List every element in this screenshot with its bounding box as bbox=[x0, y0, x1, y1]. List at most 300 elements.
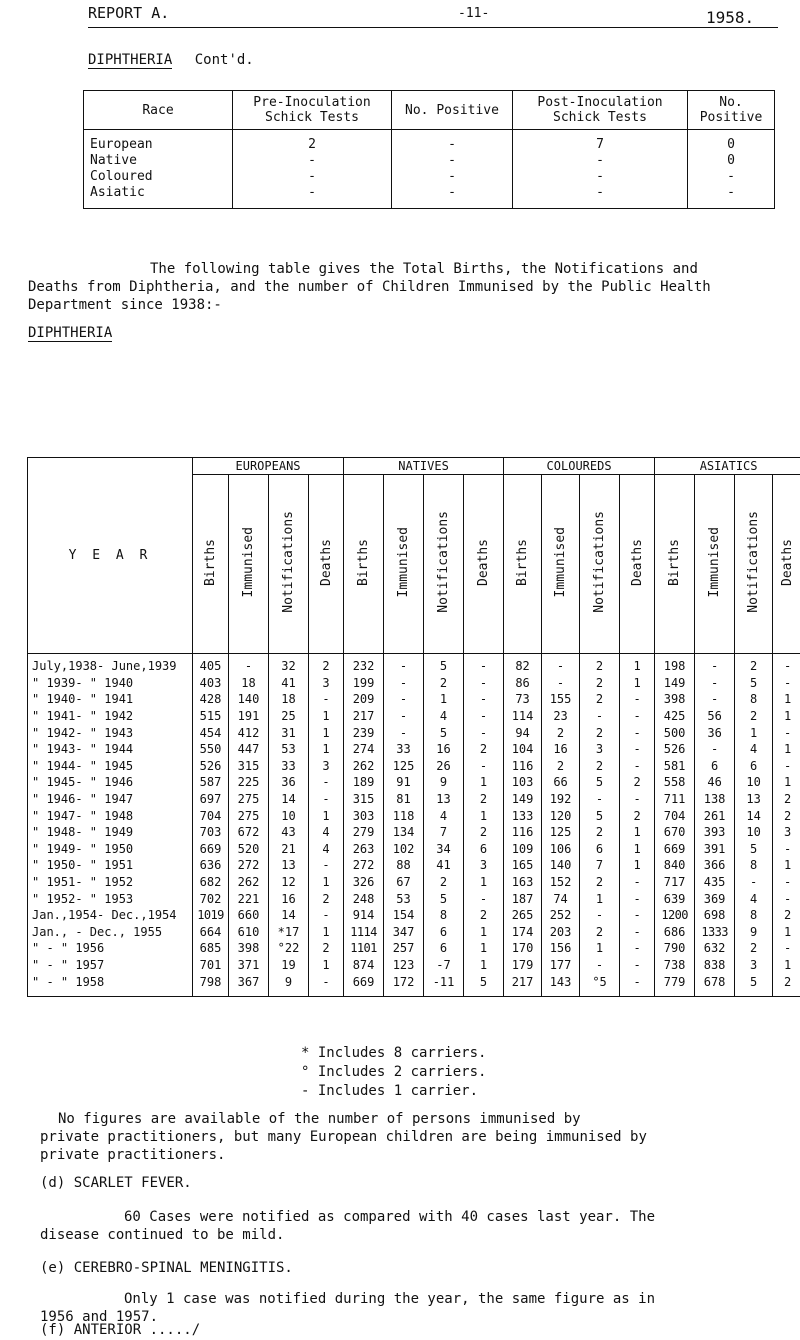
value-cell-immunised: 177 bbox=[542, 957, 580, 974]
value-cell-notifications: 1 bbox=[424, 691, 464, 708]
value-cell-deaths: 1 bbox=[620, 841, 655, 858]
value-cell-notifications: - bbox=[580, 791, 620, 808]
value-cell-notifications: 34 bbox=[424, 841, 464, 858]
table2-title: DIPHTHERIA bbox=[28, 325, 113, 341]
schick-test-table bbox=[83, 90, 775, 209]
value-cell-immunised: - bbox=[695, 654, 735, 675]
value-cell-immunised: 134 bbox=[384, 824, 424, 841]
value-cell-births: 179 bbox=[504, 957, 542, 974]
value-cell-notifications: 10 bbox=[735, 774, 773, 791]
value-cell-deaths: - bbox=[309, 791, 344, 808]
value-cell-deaths: - bbox=[620, 907, 655, 924]
value-cell-notifications: 2 bbox=[580, 874, 620, 891]
value-cell-notifications: 25 bbox=[269, 708, 309, 725]
value-cell-deaths: 2 bbox=[773, 907, 800, 924]
value-cell-notifications: 13 bbox=[424, 791, 464, 808]
schick-cell-race: Native bbox=[84, 152, 233, 168]
note-line: private practitioners, but many European children are being immunised by bbox=[40, 1129, 647, 1145]
value-cell-deaths: 1 bbox=[309, 741, 344, 758]
value-cell-births: 209 bbox=[344, 691, 384, 708]
value-cell-notifications: 5 bbox=[424, 890, 464, 907]
value-cell-immunised: 672 bbox=[229, 824, 269, 841]
value-cell-births: 199 bbox=[344, 675, 384, 692]
table-row bbox=[28, 824, 800, 841]
schick-cell-post: - bbox=[513, 184, 688, 209]
intro-line: The following table gives the Total Births, the Notifications and bbox=[150, 261, 698, 277]
value-cell-births: 82 bbox=[504, 654, 542, 675]
value-cell-immunised: 106 bbox=[542, 841, 580, 858]
sub-header-label: Immunised bbox=[396, 526, 412, 598]
value-cell-deaths: - bbox=[620, 973, 655, 996]
value-cell-births: 109 bbox=[504, 841, 542, 858]
value-cell-births: 798 bbox=[193, 973, 229, 996]
value-cell-births: 779 bbox=[655, 973, 695, 996]
value-cell-notifications: 3 bbox=[580, 741, 620, 758]
year-cell: " 1951- " 1952 bbox=[28, 874, 193, 891]
header-rule bbox=[88, 27, 778, 28]
intro-line: Deaths from Diphtheria, and the number of Children Immunised by the Public Health bbox=[28, 279, 711, 295]
value-cell-births: 232 bbox=[344, 654, 384, 675]
scarlet-paragraph bbox=[40, 1208, 655, 1244]
value-cell-notifications: 2 bbox=[735, 708, 773, 725]
value-cell-deaths: 1 bbox=[309, 874, 344, 891]
schick-cell-pre: 2 bbox=[233, 130, 392, 153]
year-header: Y E A R bbox=[28, 458, 193, 654]
value-cell-deaths: 2 bbox=[773, 807, 800, 824]
value-cell-deaths: - bbox=[620, 890, 655, 907]
value-cell-immunised: 393 bbox=[695, 824, 735, 841]
value-cell-births: 702 bbox=[193, 890, 229, 907]
table-row bbox=[28, 924, 800, 941]
footnote: - Includes 1 carrier. bbox=[301, 1083, 479, 1099]
value-cell-immunised: 125 bbox=[542, 824, 580, 841]
schick-cell-post: 7 bbox=[513, 130, 688, 153]
schick-cell-pre: - bbox=[233, 184, 392, 209]
value-cell-notifications: 5 bbox=[735, 973, 773, 996]
schick-cell-post: - bbox=[513, 168, 688, 184]
value-cell-deaths: 1 bbox=[464, 774, 504, 791]
value-cell-births: 198 bbox=[655, 654, 695, 675]
value-cell-births: 664 bbox=[193, 924, 229, 941]
value-cell-notifications: 1 bbox=[735, 724, 773, 741]
sub-header-label: Immunised bbox=[241, 526, 256, 598]
value-cell-births: 682 bbox=[193, 874, 229, 891]
schick-cell-post-positive: 0 bbox=[688, 152, 775, 168]
value-cell-notifications: 5 bbox=[735, 675, 773, 692]
value-cell-immunised: 225 bbox=[229, 774, 269, 791]
sub-header-label: Births bbox=[203, 538, 218, 586]
table-row bbox=[28, 940, 800, 957]
value-cell-immunised: 272 bbox=[229, 857, 269, 874]
value-cell-births: 500 bbox=[655, 724, 695, 741]
note-line: No figures are available of the number of persons immunised by bbox=[58, 1111, 581, 1127]
value-cell-immunised: 155 bbox=[542, 691, 580, 708]
value-cell-births: 704 bbox=[193, 807, 229, 824]
year-cell: " 1944- " 1945 bbox=[28, 758, 193, 775]
report-label: REPORT A. bbox=[88, 4, 170, 22]
value-cell-immunised: 252 bbox=[542, 907, 580, 924]
value-cell-deaths: 2 bbox=[309, 940, 344, 957]
value-cell-births: 163 bbox=[504, 874, 542, 891]
table-row bbox=[28, 691, 800, 708]
value-cell-births: 515 bbox=[193, 708, 229, 725]
value-cell-births: 116 bbox=[504, 824, 542, 841]
value-cell-births: 874 bbox=[344, 957, 384, 974]
value-cell-immunised: - bbox=[384, 724, 424, 741]
value-cell-deaths: - bbox=[773, 890, 800, 907]
year-cell: Jan., - Dec., 1955 bbox=[28, 924, 193, 941]
value-cell-deaths: - bbox=[464, 691, 504, 708]
schick-cell-pre-positive: - bbox=[392, 130, 513, 153]
value-cell-deaths: 2 bbox=[309, 654, 344, 675]
value-cell-notifications: *17 bbox=[269, 924, 309, 941]
value-cell-births: 103 bbox=[504, 774, 542, 791]
value-cell-immunised: 520 bbox=[229, 841, 269, 858]
schick-header-pre-positive: No. Positive bbox=[392, 91, 513, 130]
value-cell-births: 274 bbox=[344, 741, 384, 758]
value-cell-births: 303 bbox=[344, 807, 384, 824]
value-cell-births: 326 bbox=[344, 874, 384, 891]
schick-cell-race: Coloured bbox=[84, 168, 233, 184]
value-cell-deaths: 1 bbox=[773, 708, 800, 725]
value-cell-deaths: 2 bbox=[773, 791, 800, 808]
year-cell: " - " 1957 bbox=[28, 957, 193, 974]
value-cell-notifications: 13 bbox=[269, 857, 309, 874]
value-cell-deaths: 2 bbox=[620, 774, 655, 791]
footnote: * Includes 8 carriers. bbox=[301, 1045, 487, 1061]
value-cell-notifications: 14 bbox=[735, 807, 773, 824]
schick-row bbox=[84, 130, 775, 153]
value-cell-immunised: 838 bbox=[695, 957, 735, 974]
value-cell-immunised: 610 bbox=[229, 924, 269, 941]
value-cell-deaths: - bbox=[464, 724, 504, 741]
value-cell-immunised: 91 bbox=[384, 774, 424, 791]
value-cell-notifications: 41 bbox=[424, 857, 464, 874]
value-cell-births: 1101 bbox=[344, 940, 384, 957]
value-cell-births: 669 bbox=[193, 841, 229, 858]
table-row bbox=[28, 724, 800, 741]
value-cell-deaths: 2 bbox=[464, 791, 504, 808]
value-cell-deaths: - bbox=[620, 741, 655, 758]
value-cell-immunised: 366 bbox=[695, 857, 735, 874]
value-cell-births: 717 bbox=[655, 874, 695, 891]
schick-cell-race: European bbox=[84, 130, 233, 153]
intro-paragraph bbox=[28, 260, 711, 314]
sub-header-births bbox=[344, 475, 384, 654]
value-cell-immunised: 46 bbox=[695, 774, 735, 791]
value-cell-notifications: 19 bbox=[269, 957, 309, 974]
value-cell-notifications: 2 bbox=[735, 940, 773, 957]
value-cell-deaths: - bbox=[464, 708, 504, 725]
value-cell-immunised: 412 bbox=[229, 724, 269, 741]
value-cell-notifications: 26 bbox=[424, 758, 464, 775]
sub-header-notifications bbox=[424, 475, 464, 654]
value-cell-deaths: - bbox=[773, 654, 800, 675]
value-cell-births: 239 bbox=[344, 724, 384, 741]
value-cell-notifications: 33 bbox=[269, 758, 309, 775]
sub-header-label: Deaths bbox=[476, 538, 492, 586]
value-cell-notifications: - bbox=[580, 957, 620, 974]
value-cell-immunised: 23 bbox=[542, 708, 580, 725]
value-cell-notifications: °22 bbox=[269, 940, 309, 957]
group-header-row bbox=[28, 458, 800, 475]
value-cell-deaths: 1 bbox=[773, 857, 800, 874]
value-cell-deaths: 3 bbox=[309, 675, 344, 692]
year-cell: July,1938- June,1939 bbox=[28, 654, 193, 675]
year-cell: " - " 1956 bbox=[28, 940, 193, 957]
value-cell-immunised: - bbox=[229, 654, 269, 675]
sub-header-label: Births bbox=[356, 538, 372, 586]
report-year: 1958. bbox=[706, 8, 755, 27]
value-cell-notifications: 16 bbox=[269, 890, 309, 907]
value-cell-deaths: - bbox=[309, 907, 344, 924]
value-cell-notifications: 5 bbox=[424, 654, 464, 675]
value-cell-immunised: 398 bbox=[229, 940, 269, 957]
diphtheria-table-body bbox=[28, 654, 800, 997]
value-cell-deaths: - bbox=[620, 691, 655, 708]
value-cell-deaths: - bbox=[773, 874, 800, 891]
value-cell-births: 165 bbox=[504, 857, 542, 874]
value-cell-notifications: 8 bbox=[735, 907, 773, 924]
value-cell-deaths: - bbox=[620, 724, 655, 741]
intro-line: Department since 1938:- bbox=[28, 297, 222, 313]
page-number: -11- bbox=[458, 6, 490, 21]
sub-header-label: Notifications bbox=[436, 511, 452, 613]
sub-header-label: Immunised bbox=[553, 526, 569, 598]
value-cell-births: 1019 bbox=[193, 907, 229, 924]
table-row bbox=[28, 758, 800, 775]
value-cell-immunised: - bbox=[542, 654, 580, 675]
value-cell-births: 428 bbox=[193, 691, 229, 708]
value-cell-deaths: - bbox=[464, 654, 504, 675]
value-cell-deaths: 4 bbox=[309, 841, 344, 858]
value-cell-births: 263 bbox=[344, 841, 384, 858]
value-cell-notifications: - bbox=[735, 874, 773, 891]
sub-header-immunised bbox=[695, 475, 735, 654]
value-cell-deaths: 2 bbox=[464, 907, 504, 924]
value-cell-births: 685 bbox=[193, 940, 229, 957]
table-row bbox=[28, 890, 800, 907]
table-row bbox=[28, 874, 800, 891]
value-cell-deaths: - bbox=[620, 957, 655, 974]
year-cell: " 1946- " 1947 bbox=[28, 791, 193, 808]
value-cell-deaths: 1 bbox=[620, 654, 655, 675]
value-cell-births: 711 bbox=[655, 791, 695, 808]
schick-cell-post-positive: - bbox=[688, 168, 775, 184]
value-cell-immunised: 203 bbox=[542, 924, 580, 941]
value-cell-deaths: 1 bbox=[309, 724, 344, 741]
value-cell-notifications: 2 bbox=[580, 675, 620, 692]
value-cell-immunised: - bbox=[384, 691, 424, 708]
value-cell-deaths: - bbox=[309, 973, 344, 996]
value-cell-immunised: - bbox=[695, 691, 735, 708]
value-cell-notifications: 31 bbox=[269, 724, 309, 741]
value-cell-deaths: 1 bbox=[309, 924, 344, 941]
value-cell-immunised: 192 bbox=[542, 791, 580, 808]
value-cell-immunised: 143 bbox=[542, 973, 580, 996]
value-cell-notifications: 2 bbox=[580, 724, 620, 741]
value-cell-births: 73 bbox=[504, 691, 542, 708]
schick-cell-post: - bbox=[513, 152, 688, 168]
value-cell-births: 133 bbox=[504, 807, 542, 824]
value-cell-immunised: 18 bbox=[229, 675, 269, 692]
value-cell-notifications: - bbox=[580, 907, 620, 924]
sub-header-label: Notifications bbox=[746, 511, 762, 613]
value-cell-deaths: 1 bbox=[464, 924, 504, 941]
value-cell-notifications: 6 bbox=[424, 940, 464, 957]
value-cell-births: 550 bbox=[193, 741, 229, 758]
sub-header-immunised bbox=[229, 475, 269, 654]
value-cell-notifications: 2 bbox=[580, 824, 620, 841]
value-cell-births: 454 bbox=[193, 724, 229, 741]
value-cell-deaths: 1 bbox=[309, 708, 344, 725]
schick-header-post: Post-Inoculation Schick Tests bbox=[513, 91, 688, 130]
value-cell-immunised: 118 bbox=[384, 807, 424, 824]
value-cell-births: 703 bbox=[193, 824, 229, 841]
sub-header-notifications bbox=[580, 475, 620, 654]
value-cell-deaths: - bbox=[773, 724, 800, 741]
value-cell-notifications: 2 bbox=[735, 654, 773, 675]
value-cell-immunised: 53 bbox=[384, 890, 424, 907]
value-cell-births: 669 bbox=[344, 973, 384, 996]
value-cell-births: 174 bbox=[504, 924, 542, 941]
value-cell-deaths: - bbox=[620, 924, 655, 941]
value-cell-deaths: 1 bbox=[620, 675, 655, 692]
value-cell-notifications: 36 bbox=[269, 774, 309, 791]
table-row bbox=[28, 973, 800, 996]
value-cell-deaths: - bbox=[773, 675, 800, 692]
value-cell-notifications: 4 bbox=[424, 807, 464, 824]
value-cell-notifications: 10 bbox=[269, 807, 309, 824]
section-title-row bbox=[88, 52, 254, 68]
schick-cell-pre: - bbox=[233, 152, 392, 168]
value-cell-immunised: 347 bbox=[384, 924, 424, 941]
value-cell-immunised: 447 bbox=[229, 741, 269, 758]
value-cell-births: 315 bbox=[344, 791, 384, 808]
value-cell-births: 526 bbox=[655, 741, 695, 758]
value-cell-notifications: 2 bbox=[580, 654, 620, 675]
table-row bbox=[28, 741, 800, 758]
value-cell-births: 403 bbox=[193, 675, 229, 692]
value-cell-notifications: 6 bbox=[735, 758, 773, 775]
value-cell-notifications: 10 bbox=[735, 824, 773, 841]
cerebro-line: Only 1 case was notified during the year, the same figure as in bbox=[124, 1291, 656, 1307]
value-cell-deaths: - bbox=[620, 708, 655, 725]
value-cell-notifications: 4 bbox=[735, 741, 773, 758]
value-cell-immunised: 36 bbox=[695, 724, 735, 741]
value-cell-deaths: - bbox=[309, 857, 344, 874]
value-cell-immunised: - bbox=[384, 654, 424, 675]
value-cell-deaths: 1 bbox=[464, 957, 504, 974]
value-cell-notifications: 13 bbox=[735, 791, 773, 808]
value-cell-births: 840 bbox=[655, 857, 695, 874]
value-cell-immunised: 435 bbox=[695, 874, 735, 891]
sub-header-label: Deaths bbox=[780, 538, 796, 586]
group-header-natives: NATIVES bbox=[344, 458, 504, 475]
group-header-coloureds: COLOUREDS bbox=[504, 458, 655, 475]
scarlet-heading-text: (d) SCARLET FEVER. bbox=[40, 1175, 192, 1191]
value-cell-births: 248 bbox=[344, 890, 384, 907]
value-cell-births: 170 bbox=[504, 940, 542, 957]
value-cell-deaths: 2 bbox=[464, 741, 504, 758]
sub-header-notifications bbox=[735, 475, 773, 654]
table-row bbox=[28, 857, 800, 874]
value-cell-deaths: 1 bbox=[464, 874, 504, 891]
value-cell-births: 581 bbox=[655, 758, 695, 775]
value-cell-notifications: 14 bbox=[269, 791, 309, 808]
section-continued: Cont'd. bbox=[194, 52, 254, 68]
sub-header-notifications bbox=[269, 475, 309, 654]
table-row bbox=[28, 675, 800, 692]
value-cell-immunised: 391 bbox=[695, 841, 735, 858]
value-cell-notifications: 9 bbox=[424, 774, 464, 791]
value-cell-immunised: 120 bbox=[542, 807, 580, 824]
value-cell-notifications: 2 bbox=[580, 691, 620, 708]
value-cell-deaths: - bbox=[773, 758, 800, 775]
schick-header-race: Race bbox=[84, 91, 233, 130]
schick-cell-pre-positive: - bbox=[392, 168, 513, 184]
value-cell-births: 738 bbox=[655, 957, 695, 974]
value-cell-notifications: 8 bbox=[735, 857, 773, 874]
table-row bbox=[28, 791, 800, 808]
value-cell-deaths: - bbox=[620, 940, 655, 957]
schick-cell-post-positive: 0 bbox=[688, 130, 775, 153]
sub-header-immunised bbox=[542, 475, 580, 654]
value-cell-deaths: - bbox=[464, 890, 504, 907]
table-row bbox=[28, 907, 800, 924]
value-cell-deaths: 1 bbox=[773, 957, 800, 974]
value-cell-notifications: 2 bbox=[580, 924, 620, 941]
schick-header-pre: Pre-Inoculation Schick Tests bbox=[233, 91, 392, 130]
value-cell-immunised: 140 bbox=[229, 691, 269, 708]
value-cell-births: 587 bbox=[193, 774, 229, 791]
value-cell-births: 114 bbox=[504, 708, 542, 725]
value-cell-births: 670 bbox=[655, 824, 695, 841]
value-cell-births: 262 bbox=[344, 758, 384, 775]
value-cell-deaths: 3 bbox=[309, 758, 344, 775]
next-section: (f) ANTERIOR ...../ bbox=[40, 1322, 201, 1338]
value-cell-immunised: 315 bbox=[229, 758, 269, 775]
value-cell-immunised: 191 bbox=[229, 708, 269, 725]
value-cell-births: 265 bbox=[504, 907, 542, 924]
year-cell: " 1941- " 1942 bbox=[28, 708, 193, 725]
value-cell-notifications: 1 bbox=[580, 940, 620, 957]
value-cell-deaths: - bbox=[620, 791, 655, 808]
sub-header-label: Deaths bbox=[318, 538, 334, 586]
value-cell-deaths: 1 bbox=[620, 857, 655, 874]
value-cell-births: 217 bbox=[504, 973, 542, 996]
value-cell-births: 697 bbox=[193, 791, 229, 808]
value-cell-deaths: 1 bbox=[773, 774, 800, 791]
value-cell-deaths: 3 bbox=[464, 857, 504, 874]
value-cell-notifications: 5 bbox=[580, 807, 620, 824]
value-cell-immunised: 6 bbox=[695, 758, 735, 775]
value-cell-notifications: -11 bbox=[424, 973, 464, 996]
value-cell-deaths: 1 bbox=[773, 924, 800, 941]
value-cell-births: 272 bbox=[344, 857, 384, 874]
value-cell-births: 1200 bbox=[655, 907, 695, 924]
sub-header-label: Notifications bbox=[281, 511, 296, 613]
table-row bbox=[28, 807, 800, 824]
table-row bbox=[28, 654, 800, 675]
schick-cell-pre: - bbox=[233, 168, 392, 184]
schick-header-post-positive: No. Positive bbox=[688, 91, 775, 130]
value-cell-births: 405 bbox=[193, 654, 229, 675]
value-cell-births: 686 bbox=[655, 924, 695, 941]
diphtheria-table-head bbox=[28, 458, 800, 654]
cerebro-line: 1956 and 1957. bbox=[40, 1309, 159, 1325]
note-line: private practitioners. bbox=[40, 1147, 226, 1163]
